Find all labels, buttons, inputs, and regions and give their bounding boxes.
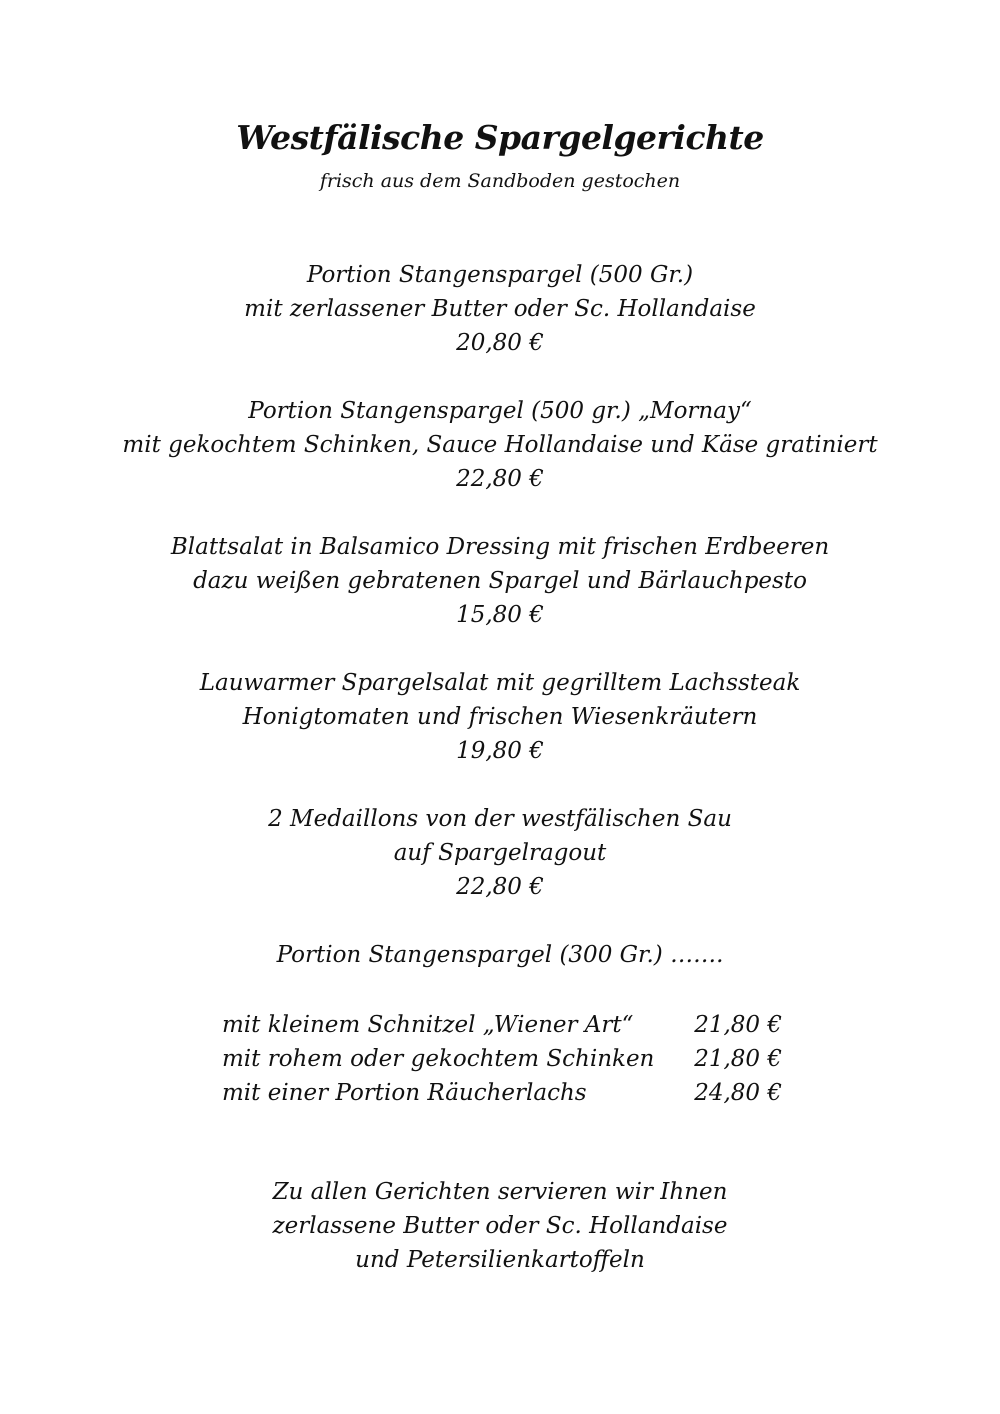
dish-item bbox=[0, 802, 1000, 904]
menu-title: Westfälische Spargelgerichte bbox=[236, 118, 764, 157]
option-row bbox=[222, 1008, 782, 1042]
dish-name: Portion Stangenspargel (500 gr.) „Mornay“ bbox=[248, 398, 752, 424]
dish-description: dazu weißen gebratenen Spargel und Bärlauchpesto bbox=[193, 568, 807, 594]
dish-item bbox=[0, 394, 1000, 496]
option-price: 21,80 € bbox=[694, 1046, 782, 1072]
dish-name: 2 Medaillons von der westfälischen Sau bbox=[268, 806, 732, 832]
menu-subtitle: frisch aus dem Sandboden gestochen bbox=[319, 170, 681, 192]
option-row bbox=[222, 1042, 782, 1076]
dish-name: Blattsalat in Balsamico Dressing mit frischen Erdbeeren bbox=[170, 534, 830, 560]
dish-price: 15,80 € bbox=[456, 602, 544, 628]
option-label: mit einer Portion Räucherlachs bbox=[222, 1080, 587, 1106]
option-price: 21,80 € bbox=[694, 1012, 782, 1038]
option-row bbox=[222, 1076, 782, 1110]
footer-line: zerlassene Butter oder Sc. Hollandaise bbox=[272, 1213, 728, 1239]
option-label: mit rohem oder gekochtem Schinken bbox=[222, 1046, 655, 1072]
option-label: mit kleinem Schnitzel „Wiener Art“ bbox=[222, 1012, 634, 1038]
dish-description: Honigtomaten und frischen Wiesenkräutern bbox=[242, 704, 758, 730]
dish-description: auf Spargelragout bbox=[393, 840, 607, 866]
dish-item bbox=[0, 666, 1000, 768]
dish-name: Portion Stangenspargel (500 Gr.) bbox=[306, 262, 694, 288]
option-price: 24,80 € bbox=[694, 1080, 782, 1106]
dish-price: 20,80 € bbox=[456, 330, 544, 356]
dish-description: mit zerlassener Butter oder Sc. Hollandaise bbox=[244, 296, 756, 322]
portion-options-list bbox=[222, 1008, 782, 1110]
dish-name: Lauwarmer Spargelsalat mit gegrilltem Lachssteak bbox=[199, 670, 801, 696]
dish-item bbox=[0, 530, 1000, 632]
portion-heading-text: Portion Stangenspargel (300 Gr.) ……. bbox=[276, 942, 724, 968]
dish-price: 22,80 € bbox=[456, 874, 544, 900]
dish-price: 19,80 € bbox=[456, 738, 544, 764]
menu-footer-note bbox=[0, 1175, 1000, 1277]
dish-price: 22,80 € bbox=[456, 466, 544, 492]
dish-item bbox=[0, 258, 1000, 360]
dish-description: mit gekochtem Schinken, Sauce Hollandaise und Käse gratiniert bbox=[122, 432, 878, 458]
portion-heading bbox=[0, 938, 1000, 972]
footer-line: und Petersilienkartoffeln bbox=[355, 1247, 645, 1273]
footer-line: Zu allen Gerichten servieren wir Ihnen bbox=[272, 1179, 728, 1205]
